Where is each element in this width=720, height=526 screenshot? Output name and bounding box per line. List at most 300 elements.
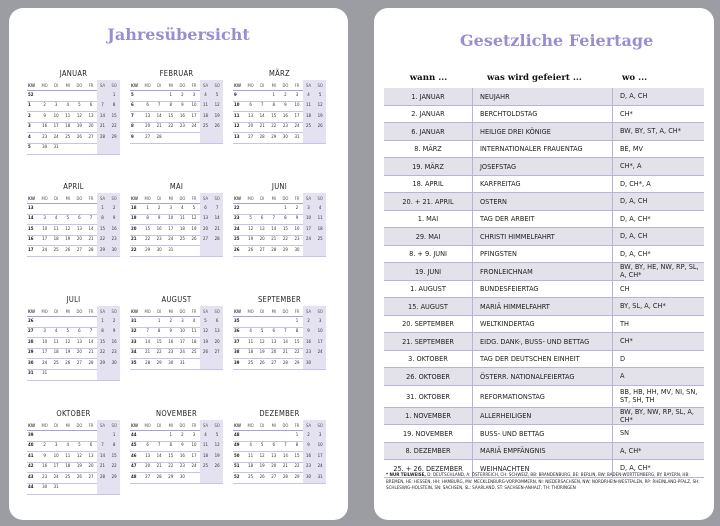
day-cell: 2 xyxy=(157,205,161,211)
day-cell xyxy=(142,431,154,442)
weekday-label: FR xyxy=(294,422,300,428)
day-cell: 27 xyxy=(200,235,212,246)
week-number: 52 xyxy=(234,474,240,480)
day-cell xyxy=(62,91,74,102)
day-cell: 26 xyxy=(211,122,223,133)
day-cell: 10 xyxy=(303,214,315,225)
week-row xyxy=(233,473,326,484)
left-page-year-overview xyxy=(9,8,348,520)
day-cell: 22 xyxy=(156,350,162,356)
holiday-name: ALLERHEILIGEN xyxy=(473,408,613,425)
day-cell xyxy=(177,246,189,257)
day-cell: 5 xyxy=(211,91,223,102)
day-cell: 23 xyxy=(168,350,174,356)
day-cell xyxy=(200,359,212,370)
holiday-name: MARIÄ EMPFÄNGNIS xyxy=(473,443,613,460)
holiday-row xyxy=(384,263,704,281)
holiday-row xyxy=(384,193,704,211)
day-cell: 3 xyxy=(43,216,46,222)
day-cell: 5 xyxy=(211,431,223,442)
weekday-label: KW xyxy=(131,308,139,314)
weekday-label: SO xyxy=(108,193,120,204)
day-cell xyxy=(108,369,120,380)
month-name: APRIL xyxy=(63,182,84,191)
weekday-label: SO xyxy=(211,306,223,317)
day-cell: 3 xyxy=(54,103,58,109)
week-row xyxy=(27,102,120,113)
weekday-label: FR xyxy=(191,308,197,314)
day-cell: 14 xyxy=(88,226,94,232)
day-cell xyxy=(62,317,74,328)
day-cell: 20 xyxy=(200,225,212,236)
week-row xyxy=(130,236,223,247)
day-cell: 28 xyxy=(211,235,223,246)
weekday-label: SA xyxy=(97,420,109,431)
day-cell: 19 xyxy=(248,237,254,243)
weekday-label: SO xyxy=(314,420,326,431)
month-name: MAI xyxy=(169,182,184,191)
day-cell: 28 xyxy=(145,360,151,366)
weekday-label: MO xyxy=(247,422,254,428)
day-cell xyxy=(256,317,268,328)
day-cell: 1 xyxy=(284,205,287,211)
day-cell: 4 xyxy=(200,91,212,102)
weekday-label: KW xyxy=(131,82,139,88)
week-row xyxy=(130,359,223,370)
day-cell: 6 xyxy=(211,317,223,328)
day-cell xyxy=(211,246,223,257)
weekday-label: MI xyxy=(65,195,70,201)
day-cell: 20 xyxy=(211,338,223,349)
weekday-label: FR xyxy=(294,308,300,314)
weekday-label: SO xyxy=(314,306,326,317)
day-cell: 11 xyxy=(53,339,59,345)
day-cell: 1 xyxy=(97,317,109,328)
day-cell: 10 xyxy=(168,216,174,222)
day-cell: 11 xyxy=(65,453,71,459)
day-cell: 29 xyxy=(271,134,277,140)
weekday-label: FR xyxy=(294,82,300,88)
weekday-label: MO xyxy=(41,308,48,314)
day-cell: 20 xyxy=(76,350,82,356)
holiday-row xyxy=(384,123,704,141)
day-cell: 5 xyxy=(78,103,81,109)
day-cell: 19 xyxy=(211,112,223,123)
day-cell: 26 xyxy=(200,348,212,359)
day-cell: 12 xyxy=(259,339,265,345)
day-cell: 24 xyxy=(179,350,185,356)
day-cell: 2 xyxy=(108,317,120,328)
weekday-label: DI xyxy=(157,195,162,201)
day-cell xyxy=(268,431,280,442)
day-cell: 10 xyxy=(191,443,197,449)
weekday-label: DO xyxy=(179,422,186,428)
day-cell: 7 xyxy=(89,216,93,222)
day-cell: 29 xyxy=(156,360,162,366)
day-cell xyxy=(62,369,74,380)
weekday-header-row xyxy=(27,420,120,431)
week-number: 46 xyxy=(131,453,137,459)
week-row xyxy=(130,246,223,257)
day-cell: 23 xyxy=(156,237,162,243)
month-calendar xyxy=(27,68,120,155)
weekday-header-row xyxy=(27,306,120,317)
weekday-label: KW xyxy=(28,308,36,314)
holiday-date: 1. NOVEMBER xyxy=(384,408,473,425)
holiday-row xyxy=(384,333,704,351)
day-cell: 2 xyxy=(181,432,184,438)
week-number: 13 xyxy=(28,205,34,211)
day-cell xyxy=(39,431,51,442)
day-cell: 12 xyxy=(76,453,82,459)
week-row xyxy=(27,112,120,123)
holiday-date: 20. + 21. APRIL xyxy=(384,193,473,210)
month-name: FEBRUAR xyxy=(159,69,194,78)
day-cell: 18 xyxy=(200,112,212,123)
day-cell: 11 xyxy=(248,339,254,345)
holiday-regions: D xyxy=(620,353,626,363)
week-row xyxy=(27,133,120,144)
week-number: 25 xyxy=(234,237,240,243)
weekday-label: MO xyxy=(144,195,151,201)
holiday-name: OSTERN xyxy=(473,193,613,210)
day-cell: 20 xyxy=(259,237,265,243)
day-cell: 30 xyxy=(294,247,300,253)
day-cell: 3 xyxy=(303,204,315,215)
day-cell: 8 xyxy=(284,216,287,222)
day-cell: 13 xyxy=(76,226,82,232)
day-cell: 4 xyxy=(192,318,196,324)
day-cell xyxy=(74,483,86,494)
day-cell: 2 xyxy=(181,92,184,98)
holiday-name: TAG DER DEUTSCHEN EINHEIT xyxy=(473,351,613,368)
day-cell: 11 xyxy=(200,441,212,452)
holiday-regions: BY, SL, A, CH* xyxy=(620,301,666,311)
weekday-label: DI xyxy=(260,308,265,314)
week-row xyxy=(27,484,120,495)
holiday-name: BERCHTOLDSTAG xyxy=(473,106,613,123)
day-cell: 1 xyxy=(157,318,161,324)
holiday-row xyxy=(384,368,704,386)
holiday-row xyxy=(384,176,704,194)
holiday-date: 31. OKTOBER xyxy=(384,386,473,407)
holiday-date: 19. JUNI xyxy=(384,263,473,280)
day-cell: 24 xyxy=(168,237,174,243)
week-number: 34 xyxy=(131,350,137,356)
day-cell: 9 xyxy=(303,441,315,452)
day-cell: 26 xyxy=(211,462,223,473)
day-cell: 1 xyxy=(295,318,299,324)
day-cell: 3 xyxy=(314,431,326,442)
day-cell: 1 xyxy=(295,432,299,438)
holiday-name: CHRISTI HIMMELFAHRT xyxy=(473,228,613,245)
day-cell: 9 xyxy=(181,443,184,449)
day-cell: 3 xyxy=(54,443,58,449)
day-cell: 16 xyxy=(42,124,48,130)
day-cell: 19 xyxy=(259,464,265,470)
weekday-label: DO xyxy=(76,308,83,314)
header-what: was wird gefeiert ... xyxy=(487,73,582,83)
day-cell xyxy=(50,369,62,380)
day-cell: 20 xyxy=(88,124,94,130)
weekday-label: MO xyxy=(41,82,48,88)
day-cell: 23 xyxy=(108,348,120,359)
week-row xyxy=(130,204,223,215)
week-row xyxy=(130,317,223,328)
day-cell xyxy=(74,431,86,442)
day-cell: 8 xyxy=(97,214,109,225)
day-cell: 24 xyxy=(191,124,197,130)
day-cell: 17 xyxy=(53,124,59,130)
day-cell: 2 xyxy=(284,92,287,98)
holiday-name: WELTKINDERTAG xyxy=(473,316,613,333)
holiday-row xyxy=(384,141,704,159)
week-number: 16 xyxy=(28,237,34,243)
week-number: 5 xyxy=(28,145,31,151)
day-cell: 20 xyxy=(248,124,254,130)
week-number: 50 xyxy=(234,453,240,459)
day-cell: 7 xyxy=(97,441,109,452)
day-cell xyxy=(97,431,109,442)
day-cell: 17 xyxy=(53,464,59,470)
day-cell: 30 xyxy=(168,360,174,366)
day-cell xyxy=(74,204,86,215)
day-cell: 9 xyxy=(295,216,299,222)
holiday-regions: CH xyxy=(620,283,630,293)
weekday-label: SO xyxy=(108,306,120,317)
day-cell xyxy=(50,317,62,328)
day-cell: 24 xyxy=(53,474,59,480)
day-cell: 25 xyxy=(248,474,254,480)
week-number: 19 xyxy=(131,216,137,222)
day-cell: 3 xyxy=(314,317,326,328)
holiday-date: 2. JANUAR xyxy=(384,106,473,123)
day-cell: 25 xyxy=(179,237,185,243)
day-cell: 6 xyxy=(146,103,149,109)
day-cell: 7 xyxy=(146,329,149,335)
day-cell xyxy=(74,369,86,380)
day-cell xyxy=(280,317,292,328)
week-number: 7 xyxy=(131,113,134,119)
month-name: MÄRZ xyxy=(269,69,290,78)
day-cell: 3 xyxy=(181,318,184,324)
holiday-row xyxy=(384,443,704,461)
day-cell: 19 xyxy=(314,112,326,123)
day-cell: 5 xyxy=(200,317,212,328)
holiday-regions: SN xyxy=(620,428,630,438)
day-cell xyxy=(245,317,257,328)
day-cell xyxy=(153,91,165,102)
week-row xyxy=(130,431,223,442)
day-cell: 7 xyxy=(157,443,161,449)
weekday-label: DI xyxy=(157,82,162,88)
day-cell: 24 xyxy=(53,134,59,140)
day-cell: 8 xyxy=(295,329,299,335)
day-cell: 5 xyxy=(78,443,81,449)
footnote-label: * NUR TEILWEISE, xyxy=(386,473,426,478)
week-row xyxy=(27,215,120,226)
holiday-regions: TH xyxy=(620,318,629,328)
day-cell: 12 xyxy=(200,327,212,338)
weekday-label: MI xyxy=(271,82,276,88)
week-row xyxy=(27,473,120,484)
holiday-row xyxy=(384,316,704,334)
day-cell: 17 xyxy=(314,452,326,463)
day-cell: 17 xyxy=(303,225,315,236)
day-cell: 9 xyxy=(43,113,46,119)
weekday-label: DO xyxy=(76,422,83,428)
day-cell: 30 xyxy=(108,246,120,257)
week-number: 49 xyxy=(234,443,240,449)
day-cell: 13 xyxy=(271,453,277,459)
day-cell xyxy=(314,246,326,257)
day-cell: 5 xyxy=(192,205,196,211)
day-cell: 14 xyxy=(156,113,162,119)
day-cell: 10 xyxy=(294,103,300,109)
day-cell: 27 xyxy=(248,134,254,140)
day-cell: 4 xyxy=(66,103,70,109)
footnote xyxy=(386,473,704,493)
week-row xyxy=(233,91,326,102)
holiday-date: 8. + 9. JUNI xyxy=(384,246,473,263)
weekday-label: SA xyxy=(97,80,109,91)
weekday-label: SA xyxy=(97,193,109,204)
weekday-label: DO xyxy=(282,422,289,428)
day-cell: 1 xyxy=(108,91,120,102)
day-cell: 11 xyxy=(191,329,197,335)
day-cell: 11 xyxy=(303,101,315,112)
day-cell: 10 xyxy=(42,226,48,232)
day-cell: 26 xyxy=(248,247,254,253)
day-cell xyxy=(153,431,165,442)
week-number: 3 xyxy=(28,124,31,130)
week-number: 13 xyxy=(234,134,240,140)
day-cell: 4 xyxy=(303,91,315,102)
day-cell: 12 xyxy=(248,226,254,232)
day-cell: 27 xyxy=(88,474,94,480)
day-cell: 2 xyxy=(303,317,315,328)
day-cell: 18 xyxy=(65,124,71,130)
day-cell: 17 xyxy=(168,226,174,232)
header-when: wann ... xyxy=(409,73,448,83)
week-row xyxy=(233,102,326,113)
day-cell: 25 xyxy=(200,462,212,473)
day-cell xyxy=(280,431,292,442)
day-cell: 28 xyxy=(156,474,162,480)
day-cell: 23 xyxy=(303,462,315,473)
weekday-label: SA xyxy=(200,420,212,431)
month-calendar xyxy=(27,294,120,381)
week-row xyxy=(233,359,326,370)
holiday-regions: CH*, A xyxy=(620,161,642,171)
day-cell: 18 xyxy=(53,350,59,356)
day-cell: 6 xyxy=(272,329,276,335)
day-cell: 13 xyxy=(76,339,82,345)
day-cell: 17 xyxy=(191,453,197,459)
week-row xyxy=(233,225,326,236)
day-cell: 12 xyxy=(314,101,326,112)
day-cell: 11 xyxy=(53,226,59,232)
weekday-label: MI xyxy=(168,308,173,314)
day-cell: 29 xyxy=(168,474,174,480)
day-cell: 18 xyxy=(248,464,254,470)
week-number: 35 xyxy=(234,318,240,324)
week-number: 35 xyxy=(131,360,137,366)
day-cell: 8 xyxy=(272,103,276,109)
day-cell: 14 xyxy=(88,339,94,345)
holiday-regions: A, CH* xyxy=(620,445,642,455)
weekday-label: DO xyxy=(282,308,289,314)
day-cell: 26 xyxy=(259,474,265,480)
holiday-regions: D, A, CH* xyxy=(620,213,651,223)
week-number: 23 xyxy=(234,216,240,222)
day-cell: 28 xyxy=(156,134,162,140)
day-cell: 31 xyxy=(168,247,174,253)
day-cell: 28 xyxy=(271,247,277,253)
week-row xyxy=(27,463,120,474)
weekday-label: MI xyxy=(168,195,173,201)
week-row xyxy=(130,112,223,123)
day-cell: 12 xyxy=(191,216,197,222)
weekday-label: MO xyxy=(41,195,48,201)
holiday-name: MARIÄ HIMMELFAHRT xyxy=(473,298,613,315)
weekday-label: FR xyxy=(191,422,197,428)
day-cell: 23 xyxy=(42,134,48,140)
day-cell: 10 xyxy=(42,339,48,345)
day-cell: 21 xyxy=(271,237,277,243)
week-number: 11 xyxy=(234,113,240,119)
day-cell xyxy=(303,133,315,144)
day-cell xyxy=(62,483,74,494)
week-row xyxy=(130,215,223,226)
day-cell: 19 xyxy=(211,452,223,463)
day-cell: 13 xyxy=(88,453,94,459)
day-cell: 7 xyxy=(211,204,223,215)
day-cell: 13 xyxy=(271,339,277,345)
day-cell: 23 xyxy=(303,348,315,359)
month-calendar xyxy=(130,408,223,484)
weekday-label: DO xyxy=(282,82,289,88)
week-row xyxy=(233,317,326,328)
day-cell: 3 xyxy=(192,92,196,98)
day-cell: 31 xyxy=(314,473,326,484)
week-row xyxy=(233,442,326,453)
holiday-regions: BW, BY, HE, NW, RP, SL, A, CH* xyxy=(620,263,699,280)
month-name: OKTOBER xyxy=(56,409,91,418)
holiday-date: 25. + 26. DEZEMBER xyxy=(384,460,473,477)
holiday-name: REFORMATIONSTAG xyxy=(473,386,613,407)
day-cell: 18 xyxy=(314,225,326,236)
week-number: 17 xyxy=(28,247,34,253)
day-cell: 9 xyxy=(284,103,287,109)
week-number: 2 xyxy=(28,113,31,119)
day-cell: 1 xyxy=(169,92,173,98)
day-cell: 28 xyxy=(88,360,94,366)
day-cell: 18 xyxy=(65,464,71,470)
holiday-regions: BE, MV xyxy=(620,143,643,153)
day-cell: 29 xyxy=(294,360,300,366)
weekday-label: MI xyxy=(271,308,276,314)
day-cell: 2 xyxy=(169,318,173,324)
week-number: 26 xyxy=(28,318,34,324)
weekday-label: FR xyxy=(88,422,94,428)
day-cell: 11 xyxy=(248,453,254,459)
day-cell: 4 xyxy=(200,431,212,442)
week-row xyxy=(27,349,120,360)
day-cell: 2 xyxy=(43,103,46,109)
month-name: DEZEMBER xyxy=(259,409,300,418)
weekday-label: FR xyxy=(88,82,94,88)
